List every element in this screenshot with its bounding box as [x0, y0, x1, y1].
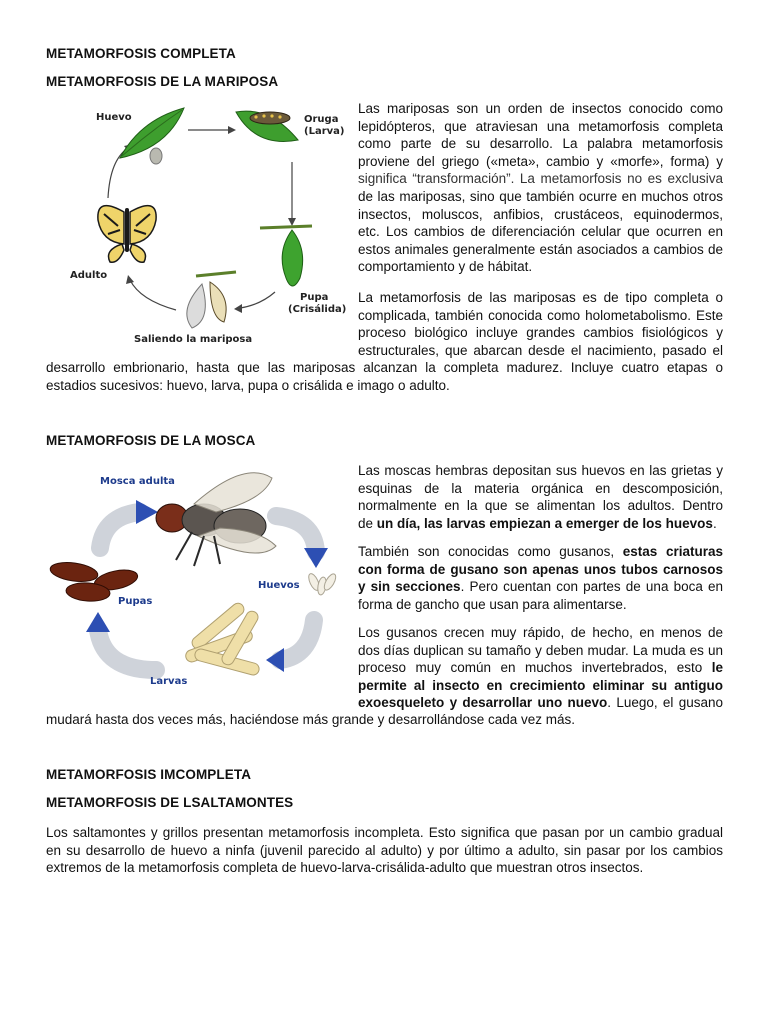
text-line: [358, 694, 723, 712]
text-line: estructurales, que abarcan desde el nacimiento, pasado el: [358, 342, 723, 358]
text-line: en su desarrollo de huevo a ninfa (juvenil parecido al adulto) y por último a adulto, sin pasar por los cambios: [46, 842, 723, 858]
text-line: extremos de la metamorfosis completa de huevo-larva-crisálida-adulto que muestran otros insectos.: [46, 860, 644, 876]
text-line: desarrollo embrionario, hasta que las mariposas alcanzan la completa madurez. Incluye cuatro etapas o: [46, 360, 723, 375]
label-crisalida: (Crisálida): [288, 304, 347, 315]
heading-metamorfosis-incompleta: METAMORFOSIS IMCOMPLETA: [46, 767, 252, 782]
text-line: complicada, también conocida como holometabolismo. Este: [358, 307, 723, 323]
text-line: de las mariposas, sino que también ocurre en muchos otros: [358, 188, 723, 204]
text-line: La metamorfosis de las mariposas es de tipo completa o: [358, 290, 723, 305]
heading-metamorfosis-completa: METAMORFOSIS COMPLETA: [46, 46, 236, 61]
text-line: normalmente en la que se alimentan los adultos. Dentro: [358, 498, 723, 514]
text-line: [358, 677, 723, 695]
mosca-paragraph-2: [358, 543, 723, 613]
mosca-paragraph-1: [358, 462, 723, 532]
text-normal: . Luego, el gusano: [607, 695, 723, 711]
text-line: Las mariposas son un orden de insectos conocido como: [358, 101, 723, 116]
text-normal: proceso muy común en muchos invertebrados, esto: [358, 660, 712, 676]
oruga-leaf: [236, 111, 298, 141]
text-line: [358, 543, 723, 561]
saliendo-mariposa: [187, 272, 236, 328]
text-bold: un día, las larvas empiezan a emerger de los huevos: [376, 515, 713, 531]
adult-butterfly: [98, 206, 156, 263]
label-larva: (Larva): [304, 126, 345, 137]
text-normal: de: [358, 515, 377, 531]
pupa-chrysalis: [260, 226, 312, 286]
text-bold: permite al insecto en crecimiento eliminar su antiguo: [358, 677, 723, 693]
text-line: proceso biológico incluye grandes cambios fisiológicos y: [358, 325, 723, 341]
label-pupas: Pupas: [118, 596, 153, 607]
heading-metamorfosis-mariposa: METAMORFOSIS DE LA MARIPOSA: [46, 74, 279, 89]
text-line: Los saltamontes y grillos presentan metamorfosis incompleta. Esto significa que pasan por un cambio gradual: [46, 825, 723, 840]
mosca-paragraph-3-continued: [46, 711, 723, 729]
text-line: significa “transformación”. La metamorfosis no es exclusiva: [358, 171, 723, 187]
saltamontes-paragraph: [46, 824, 723, 877]
text-line: proviene del griego («meta», cambio y «morfe», forma) y: [358, 153, 723, 169]
butterfly-lifecycle-figure: [60, 100, 350, 348]
text-line: [358, 515, 723, 533]
label-huevo: Huevo: [96, 112, 132, 123]
text-normal: .: [712, 515, 717, 531]
text-line: etc. Los cambios de diferenciación celular que ocurren en: [358, 224, 723, 240]
text-line: insectos, moluscos, anfibios, crustáceos, equinodermos,: [358, 206, 723, 222]
text-line: como parte de su desarrollo. La palabra metamorfosis: [358, 136, 723, 152]
label-adulto: Adulto: [70, 270, 108, 281]
text-normal: . Pero cuentan con partes de una boca en: [460, 579, 723, 595]
text-line: [358, 596, 723, 614]
mosca-paragraph-3: [358, 624, 723, 712]
label-oruga: Oruga: [304, 114, 339, 125]
text-bold: exoesqueleto y desarrollar uno nuevo: [358, 695, 608, 711]
text-line: estadios sucesivos: huevo, larva, pupa o crisálida e imago o adulto.: [46, 377, 450, 393]
text-bold: le: [711, 660, 723, 676]
heading-metamorfosis-mosca: METAMORFOSIS DE LA MOSCA: [46, 433, 256, 448]
arrow-saliendo-adulto: [130, 280, 176, 310]
text-line: mudará hasta dos veces más, haciéndose más grande y desarrollándose cada vez más.: [46, 712, 576, 727]
text-bold: estas criaturas: [622, 544, 724, 559]
label-pupa: Pupa: [300, 292, 329, 303]
text-normal: También son conocidas como gusanos,: [358, 544, 623, 559]
arrow-pupa-saliendo: [240, 292, 275, 308]
text-line: [358, 578, 723, 596]
text-line: [358, 561, 723, 579]
text-line: esquinas de la materia orgánica en descomposición,: [358, 480, 723, 496]
text-line: dos días duplican su tamaño y deben mudar. La muda es un: [358, 642, 723, 658]
text-line: Los gusanos crecen muy rápido, de hecho, en menos de: [358, 625, 723, 640]
text-bold: y sin secciones: [358, 579, 461, 595]
mariposa-paragraph-1: [358, 100, 723, 276]
text-normal: forma de gancho que usan para alimentarse.: [358, 596, 627, 612]
text-bold: con forma de gusano son apenas unos tubos carnosos: [358, 561, 723, 577]
larvae: [184, 601, 260, 677]
text-line: comportamiento y de hábitat.: [358, 259, 533, 275]
mariposa-paragraph-2-continued: [46, 359, 723, 394]
label-huevos: Huevos: [258, 580, 300, 591]
fly-lifecycle-figure: [44, 460, 350, 700]
label-saliendo: Saliendo la mariposa: [134, 334, 253, 345]
heading-metamorfosis-saltamontes: METAMORFOSIS DE LSALTAMONTES: [46, 795, 294, 810]
text-line: estos animales generalmente están asociados a cambios de: [358, 241, 723, 257]
eggs: [307, 572, 338, 595]
text-line: lepidópteros, que atraviesan una metamorfosis completa: [358, 118, 723, 134]
label-mosca-adulta: Mosca adulta: [100, 476, 175, 487]
text-line: Las moscas hembras depositan sus huevos en las grietas y: [358, 463, 723, 478]
text-line: [358, 659, 723, 677]
label-larvas: Larvas: [150, 676, 188, 687]
mariposa-paragraph-2: [358, 289, 723, 359]
